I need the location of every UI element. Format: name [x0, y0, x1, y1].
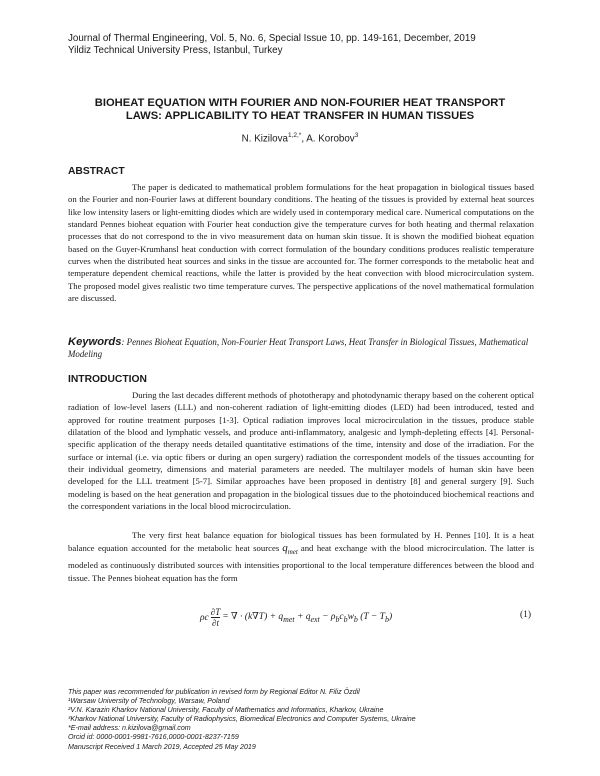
- publisher-line: Yildiz Technical University Press, Istanbul, Turkey: [68, 45, 283, 56]
- eq-c: c: [339, 612, 344, 623]
- footnote-affiliation-3: ³Kharkov National University, Faculty of Radiophysics, Biomedical Electronics and Computer Systems, Ukraine: [68, 715, 416, 724]
- eq-numerator: ∂T: [210, 607, 221, 617]
- q-symbol: q: [282, 542, 288, 555]
- footnote-affiliation-2: ²V.N. Karazin Kharkov National University, Faculty of Mathematics and Informatics, Kharkov, Ukraine: [68, 706, 384, 715]
- footnote-email: *E-mail address: n.kizilova@gmail.com: [68, 724, 191, 733]
- eq-close: ): [388, 612, 393, 623]
- eq-rho-sub: b: [335, 614, 340, 624]
- footnote-affiliation-1: ¹Warsaw University of Technology, Warsaw, Poland: [68, 697, 230, 706]
- author-korobov: A. Korobov: [306, 133, 355, 145]
- eq-conduction-term: = ∇ · (k∇T) + q: [222, 612, 284, 623]
- author-kizilova-affiliation: 1,2,*: [287, 132, 302, 139]
- eq-perfusion-term: − ρ: [319, 612, 336, 623]
- abstract-text: The paper is dedicated to mathematical problem formulations for the heat propagation in biological tissues based on the Fourier and non-Fourier laws at different boundary conditions. The heating of the tissues is provided by external heat sources like low intensity lasers or light-emitting diodes which are widely used in contemporary medical care. Numerical computations on the standard Pennes bioheat equation with Fourier heat conduction give the temperature curves for both heating and thermal relaxation processes that do not correspond to the in vivo measurement data on human skin tissue. It is shown the modified bioheat equation based on the Guyer-Krumhansl heat conduction with correct formulation of the boundary conditions produces realistic temperature curves when the distributed heat sources and sinks in the tissue are accounted for. The former corresponds to the metabolic heat and temperature dependent chemical reactions, while the latter is provided by the heat convection with blood microcirculation system. The proposed model gives realistic two time temperature curves. The perspective applications of the novel mathematical formulation are discussed.: [68, 182, 534, 304]
- journal-header: [68, 33, 548, 57]
- author-separator: ,: [301, 133, 307, 145]
- pennes-equation: [200, 607, 392, 628]
- journal-citation-line: Journal of Thermal Engineering, Vol. 5, No. 6, Special Issue 10, pp. 149-161, December, 2019: [68, 33, 476, 44]
- eq-lhs-coefficient: ρc: [200, 612, 209, 623]
- intro-paragraph-2-b: and heat exchange with the blood microcirculation. The latter is modeled as continuously distributed sources with intensities proportional to the local temperature differences between the blood and tissue. The Pennes bioheat equation has the form: [68, 543, 535, 584]
- keywords: [68, 336, 534, 361]
- author-list: [60, 132, 540, 144]
- footnote-orcid: Orcid id: 0000-0001-9981-7616,0000-0001-8237-7159: [68, 733, 239, 742]
- title-line-2: LAWS: APPLICABILITY TO HEAT TRANSFER IN HUMAN TISSUES: [125, 110, 475, 122]
- footnotes: [68, 688, 548, 752]
- eq-met-sub: met: [283, 614, 295, 624]
- footnote-editor: This paper was recommended for publication in revised form by Regional Editor N. Filiz Özdil: [68, 688, 360, 696]
- introduction-heading: INTRODUCTION: [68, 374, 147, 385]
- eq-temp-diff: (T − T: [357, 612, 385, 623]
- eq-tb-sub: b: [384, 614, 389, 624]
- equation-number: (1): [520, 610, 532, 620]
- intro-paragraph-2-a: The very first heat balance equation for biological tissues has been formulated by H. Pennes [10]. It is a heat balance equation accounted for the metabolic heat sources: [68, 530, 534, 554]
- eq-ext-term: + q: [294, 612, 311, 623]
- author-korobov-affiliation: 3: [354, 132, 359, 139]
- title-line-1: BIOHEAT EQUATION WITH FOURIER AND NON-FOURIER HEAT TRANSPORT: [94, 97, 506, 109]
- keywords-text: : Pennes Bioheat Equation, Non-Fourier Heat Transport Laws, Heat Transfer in Biological Tissues, Mathematical Modeling: [68, 337, 529, 360]
- eq-time-derivative: [211, 607, 220, 628]
- intro-paragraph-2: [68, 529, 534, 586]
- paper-title: [60, 97, 540, 123]
- eq-denominator: ∂t: [212, 618, 219, 628]
- eq-w-sub: b: [353, 614, 358, 624]
- eq-c-sub: b: [343, 614, 348, 624]
- keywords-label: Keywords: [68, 336, 122, 348]
- eq-ext-sub: ext: [310, 614, 320, 624]
- metabolic-heat-symbol: [279, 542, 301, 557]
- intro-paragraph-1: During the last decades different methods of phototherapy and photodynamic therapy based on the coherent optical radiation of low-level lasers (LLL) and non-coherent radiation of light-emitting diodes (LED) had been introduced, tested and approved for routine treatment purposes [1-3]. Optical radiation improves local microcirculation in the tissues, produce stable dilatation of the blood and lymphatic vessels, and produce anti-inflammatory, analgesic and lymph-depleting effects [4]. Personal-specific application of the therapy needs detailed quantitative estimations of the time, intensity and dose of the irradiation. For the surface or internal (i.e. via optic fibers or during an open surgery) radiation the correspondent models of the tissues accounting for their individual geometry, dimensions and material parameters are needed. The multilayer models of human skin have been developed for the LLL treatment [5-7]. Similar approaches have been proposed in dentistry [8] and general surgery [9]. Such modeling is based on the heat generation and propagation in the biological tissues due to the photoinduced biochemical reactions and the correspondent variations in the local blood microcirculation.: [68, 390, 534, 512]
- eq-w: w: [347, 612, 354, 623]
- abstract-heading: ABSTRACT: [68, 166, 125, 177]
- eq-rhs: [222, 611, 392, 624]
- footnote-manuscript-dates: Manuscript Received 1 March 2019, Accepted 25 May 2019: [68, 742, 256, 751]
- author-kizilova: N. Kizilova: [241, 133, 288, 145]
- q-subscript: met: [287, 548, 298, 557]
